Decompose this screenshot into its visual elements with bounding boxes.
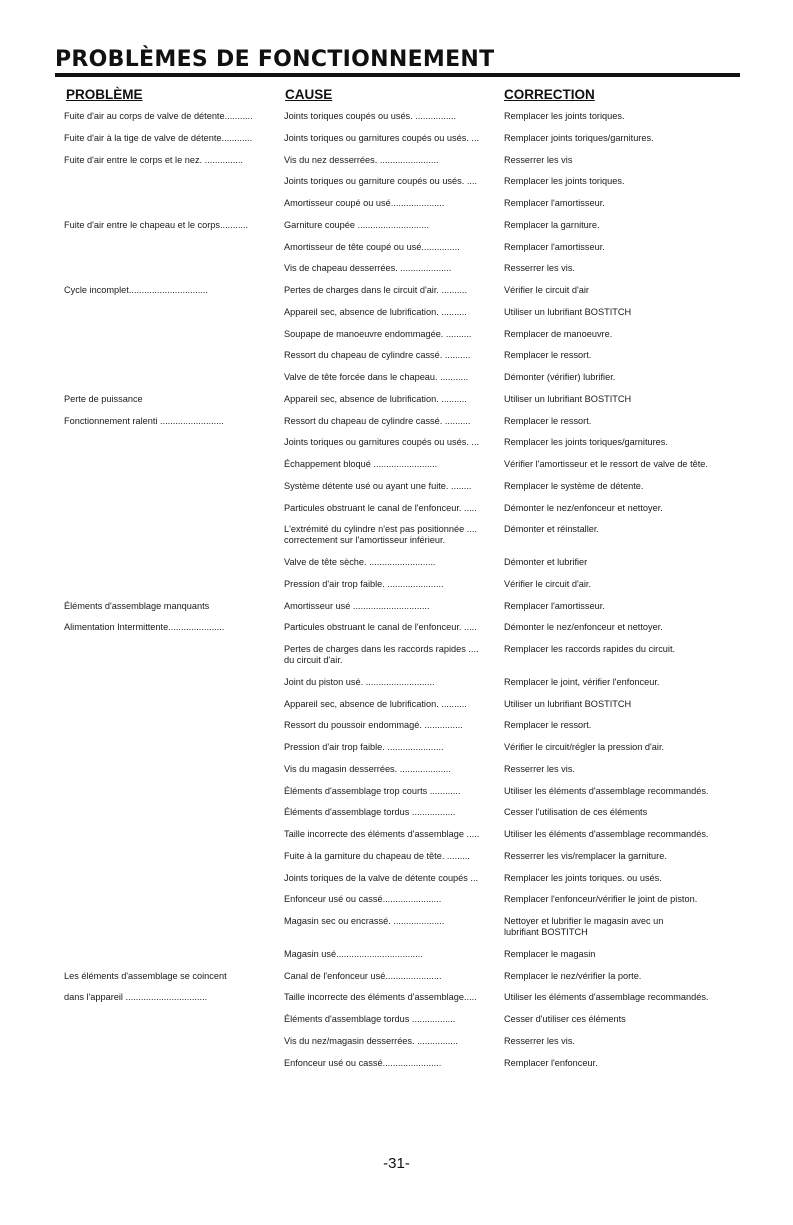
correction-cell-line: Remplacer le magasin [504, 948, 596, 959]
problem-cell [64, 111, 284, 122]
correction-cell [504, 111, 740, 122]
correction-cell-line: Vérifier le circuit d'air [504, 285, 589, 295]
correction-cell [504, 198, 740, 209]
cause-cell-line: Échappement bloqué ......................... [284, 459, 438, 469]
correction-cell [504, 437, 740, 448]
problem-cell-line: dans l'appareil ................................ [64, 992, 208, 1003]
cause-cell-line: Valve de tête sèche. .......................... [284, 557, 436, 567]
correction-cell [504, 220, 740, 231]
correction-cell [504, 677, 740, 688]
cause-cell [284, 992, 504, 1003]
correction-cell [504, 1036, 740, 1047]
correction-cell-line: Remplacer les joints toriques. [504, 176, 625, 187]
problem-cell-line: Cycle incomplet............................... [64, 285, 208, 295]
cause-cell-line: Fuite à la garniture du chapeau de tête. ......... [284, 850, 470, 861]
correction-cell-line: Remplacer l'enfonceur. [504, 1057, 598, 1068]
correction-cell [504, 644, 740, 655]
correction-cell [504, 894, 740, 905]
cause-cell [284, 557, 504, 568]
correction-cell [504, 720, 740, 731]
correction-cell [504, 394, 740, 405]
cause-cell-line: Ressort du chapeau de cylindre cassé. .......... [284, 415, 471, 426]
cause-cell-line: Vis du magasin desserrées. .................... [284, 763, 451, 774]
cause-cell [284, 133, 504, 144]
cause-cell [284, 601, 504, 612]
page-number: -31- [383, 1155, 410, 1172]
correction-cell [504, 329, 740, 340]
cause-cell [284, 416, 504, 427]
cause-cell-line: Magasin sec ou encrassé. .................... [284, 916, 445, 926]
cause-cell-line: Taille incorrecte des éléments d'assemblage ..... [284, 829, 480, 839]
correction-cell [504, 263, 740, 274]
cause-cell [284, 579, 504, 590]
cause-cell [284, 916, 504, 927]
cause-cell-line: Amortisseur usé .............................. [284, 600, 430, 611]
cause-cell-line: Joints toriques ou garnitures coupés ou usés. ... [284, 132, 480, 143]
cause-cell [284, 949, 504, 960]
cause-cell-line: Magasin usé.................................. [284, 948, 423, 959]
correction-cell [504, 416, 740, 427]
cause-cell [284, 263, 504, 274]
correction-cell-line: Remplacer le joint, vérifier l'enfonceur. [504, 676, 660, 687]
cause-cell-line: Valve de tête forcée dans le chapeau. ........... [284, 372, 469, 382]
cause-cell-line: du circuit d'air. [284, 655, 343, 665]
correction-cell-line: Utiliser un lubrifiant BOSTITCH [504, 393, 632, 404]
correction-cell [504, 786, 740, 797]
correction-cell-line: Utiliser les éléments d'assemblage recommandés. [504, 785, 709, 796]
problem-cell [64, 285, 284, 296]
correction-cell-line: Remplacer le ressort. [504, 350, 592, 361]
header-correction: CORRECTION [504, 87, 595, 102]
correction-cell-line: Remplacer le ressort. [504, 720, 592, 731]
cause-cell-line: Pertes de charges dans le circuit d'air. .......... [284, 285, 468, 295]
correction-cell [504, 481, 740, 492]
correction-cell-line: Utiliser les éléments d'assemblage recommandés. [504, 829, 709, 839]
cause-cell [284, 220, 504, 231]
problem-cell [64, 622, 284, 633]
cause-cell [284, 699, 504, 710]
cause-cell [284, 198, 504, 209]
problem-cell-line: Les éléments d'assemblage se coincent [64, 970, 227, 981]
correction-cell [504, 971, 740, 982]
cause-cell-line: Système détente usé ou ayant une fuite. ........ [284, 480, 472, 491]
correction-cell [504, 307, 740, 318]
cause-cell [284, 677, 504, 688]
correction-cell-line: Remplacer l'amortisseur. [504, 198, 605, 208]
problem-cell [64, 601, 284, 612]
cause-cell [284, 111, 504, 122]
cause-cell [284, 242, 504, 253]
correction-cell-line: Resserrer les vis. [504, 763, 575, 774]
cause-cell-line: Éléments d'assemblage tordus ................. [284, 807, 456, 818]
correction-cell-line: Remplacer les raccords rapides du circuit. [504, 644, 676, 654]
cause-cell [284, 644, 504, 666]
cause-cell [284, 851, 504, 862]
correction-cell [504, 699, 740, 710]
correction-cell-line: Démonter le nez/enfonceur et nettoyer. [504, 622, 663, 633]
correction-cell [504, 350, 740, 361]
problem-cell-line: Alimentation Intermittente...................... [64, 622, 225, 633]
cause-cell-line: Joint du piston usé. ........................... [284, 676, 435, 687]
cause-cell-line: Vis du nez/magasin desserrées. ................ [284, 1035, 458, 1046]
cause-cell [284, 307, 504, 318]
title-rule [55, 73, 740, 77]
header-problem: PROBLÈME [66, 87, 143, 102]
cause-cell-line: Canal de l'enfonceur usé...................... [284, 970, 442, 981]
cause-cell [284, 1058, 504, 1069]
cause-cell [284, 720, 504, 731]
problem-cell-line: Fuite d'air au corps de valve de détente........... [64, 111, 253, 121]
cause-cell-line: Joints toriques ou garniture coupés ou usés. .... [284, 176, 478, 187]
cause-cell-line: Ressort du poussoir endommagé. ............... [284, 720, 463, 731]
correction-cell [504, 133, 740, 144]
cause-cell-line: correctement sur l'amortisseur inférieur. [284, 535, 446, 546]
cause-cell-line: Amortisseur coupé ou usé..................... [284, 198, 445, 208]
correction-cell-line: Remplacer l'amortisseur. [504, 600, 605, 611]
correction-cell [504, 579, 740, 590]
cause-cell-line: L'extrémité du cylindre n'est pas positionnée .... [284, 524, 477, 535]
cause-cell [284, 971, 504, 982]
correction-cell-line: Remplacer le nez/vérifier la porte. [504, 970, 642, 981]
page-title: PROBLÈMES DE FONCTIONNEMENT [55, 47, 495, 72]
correction-cell-line: Utiliser un lubrifiant BOSTITCH [504, 306, 632, 317]
cause-cell [284, 372, 504, 383]
cause-cell [284, 155, 504, 166]
cause-cell [284, 1014, 504, 1025]
cause-cell-line: Joints toriques de la valve de détente coupés ... [284, 872, 479, 883]
correction-cell-line: Vérifier le circuit d'air. [504, 578, 592, 589]
correction-cell [504, 176, 740, 187]
correction-cell [504, 459, 740, 470]
correction-cell [504, 1058, 740, 1069]
correction-cell-line: Démonter le nez/enfonceur et nettoyer. [504, 502, 663, 513]
cause-cell [284, 1036, 504, 1047]
cause-cell-line: Vis du nez desserrées. ....................... [284, 154, 439, 165]
correction-cell [504, 764, 740, 775]
correction-cell-line: Resserrer les vis [504, 154, 573, 165]
cause-cell [284, 329, 504, 340]
correction-cell-line: lubrifiant BOSTITCH [504, 927, 588, 937]
correction-cell [504, 1014, 740, 1025]
cause-cell [284, 622, 504, 633]
correction-cell-line: Remplacer l'enfonceur/vérifier le joint de piston. [504, 894, 698, 905]
cause-cell-line: Éléments d'assemblage trop courts ............ [284, 785, 461, 796]
cause-cell-line: Joints toriques coupés ou usés. ................ [284, 111, 457, 121]
cause-cell [284, 742, 504, 753]
correction-cell-line: Démonter et réinstaller. [504, 524, 599, 535]
correction-cell-line: Vérifier le circuit/régler la pression d'air. [504, 742, 665, 752]
correction-cell-line: Remplacer le ressort. [504, 415, 592, 426]
correction-cell [504, 742, 740, 753]
cause-cell [284, 459, 504, 470]
cause-cell [284, 894, 504, 905]
correction-cell [504, 851, 740, 862]
cause-cell [284, 285, 504, 296]
correction-cell [504, 155, 740, 166]
problem-cell-line: Fuite d'air entre le chapeau et le corps........... [64, 219, 249, 230]
cause-cell [284, 176, 504, 187]
cause-cell-line: Garniture coupée ............................ [284, 219, 430, 230]
cause-cell-line: Vis de chapeau desserrées. .................... [284, 263, 452, 274]
cause-cell-line: Ressort du chapeau de cylindre cassé. .......... [284, 350, 471, 361]
problem-cell-line: Fuite d'air à la tige de valve de détente............ [64, 132, 253, 143]
correction-cell-line: Remplacer les joints toriques/garnitures. [504, 437, 668, 448]
cause-cell [284, 481, 504, 492]
cause-cell-line: Soupape de manoeuvre endommagée. .......... [284, 328, 472, 339]
problem-cell [64, 133, 284, 144]
correction-cell-line: Cesser d'utiliser ces éléments [504, 1014, 626, 1024]
cause-cell [284, 394, 504, 405]
cause-cell-line: Appareil sec, absence de lubrification. .......... [284, 698, 467, 709]
problem-cell [64, 971, 284, 982]
cause-cell-line: Taille incorrecte des éléments d'assemblage..... [284, 992, 477, 1003]
correction-cell [504, 992, 740, 1003]
correction-cell-line: Resserrer les vis/remplacer la garniture. [504, 850, 667, 861]
correction-cell-line: Utiliser les éléments d'assemblage recommandés. [504, 992, 709, 1003]
correction-cell [504, 524, 740, 535]
correction-cell [504, 372, 740, 383]
cause-cell-line: Enfonceur usé ou cassé....................... [284, 894, 442, 905]
correction-cell [504, 622, 740, 633]
correction-cell-line: Resserrer les vis. [504, 263, 575, 274]
correction-cell-line: Vérifier l'amortisseur et le ressort de valve de tête. [504, 459, 708, 469]
correction-cell-line: Remplacer les joints toriques. ou usés. [504, 872, 662, 883]
cause-cell [284, 873, 504, 884]
correction-cell-line: Resserrer les vis. [504, 1035, 575, 1046]
problem-cell-line: Éléments d'assemblage manquants [64, 600, 210, 611]
correction-cell-line: Remplacer de manoeuvre. [504, 328, 613, 339]
problem-cell [64, 394, 284, 405]
problem-cell [64, 992, 284, 1003]
correction-cell [504, 829, 740, 840]
cause-cell [284, 764, 504, 775]
correction-cell-line: Remplacer les joints toriques. [504, 111, 625, 121]
problem-cell-line: Fuite d'air entre le corps et le nez. ............... [64, 154, 243, 165]
correction-cell [504, 873, 740, 884]
correction-cell [504, 557, 740, 568]
cause-cell [284, 350, 504, 361]
correction-cell-line: Démonter et lubrifier [504, 557, 588, 567]
problem-cell-line: Perte de puissance [64, 393, 143, 404]
cause-cell-line: Joints toriques ou garnitures coupés ou usés. ... [284, 437, 480, 448]
cause-cell [284, 503, 504, 514]
correction-cell-line: Remplacer l'amortisseur. [504, 241, 605, 252]
cause-cell-line: Appareil sec, absence de lubrification. .......... [284, 306, 467, 317]
correction-cell-line: Nettoyer et lubrifier le magasin avec un [504, 916, 664, 926]
correction-cell-line: Utiliser un lubrifiant BOSTITCH [504, 698, 632, 709]
cause-cell-line: Pression d'air trop faible. ...................... [284, 578, 444, 589]
correction-cell [504, 285, 740, 296]
correction-cell [504, 807, 740, 818]
cause-cell-line: Enfonceur usé ou cassé....................... [284, 1057, 442, 1068]
correction-cell [504, 916, 740, 938]
correction-cell-line: Cesser l'utilisation de ces éléments [504, 807, 648, 818]
cause-cell [284, 524, 504, 546]
cause-cell [284, 829, 504, 840]
cause-cell-line: Amortisseur de tête coupé ou usé............... [284, 241, 460, 252]
cause-cell-line: Particules obstruant le canal de l'enfonceur. ..... [284, 622, 477, 633]
cause-cell-line: Pression d'air trop faible. ...................... [284, 742, 444, 752]
cause-cell-line: Particules obstruant le canal de l'enfonceur. ..... [284, 502, 477, 513]
correction-cell [504, 601, 740, 612]
problem-cell [64, 220, 284, 231]
problem-cell-line: Fonctionnement ralenti ......................... [64, 415, 224, 426]
correction-cell-line: Remplacer joints toriques/garnitures. [504, 132, 654, 143]
cause-cell-line: Appareil sec, absence de lubrification. .......... [284, 393, 467, 404]
correction-cell-line: Remplacer le système de détente. [504, 480, 644, 491]
cause-cell [284, 807, 504, 818]
problem-cell [64, 416, 284, 427]
correction-cell [504, 949, 740, 960]
correction-cell [504, 503, 740, 514]
cause-cell [284, 786, 504, 797]
cause-cell [284, 437, 504, 448]
correction-cell [504, 242, 740, 253]
header-cause: CAUSE [285, 87, 333, 102]
correction-cell-line: Remplacer la garniture. [504, 219, 600, 230]
correction-cell-line: Démonter (vérifier) lubrifier. [504, 372, 616, 382]
cause-cell-line: Éléments d'assemblage tordus ................. [284, 1014, 456, 1024]
cause-cell-line: Pertes de charges dans les raccords rapides .... [284, 644, 479, 654]
problem-cell [64, 155, 284, 166]
